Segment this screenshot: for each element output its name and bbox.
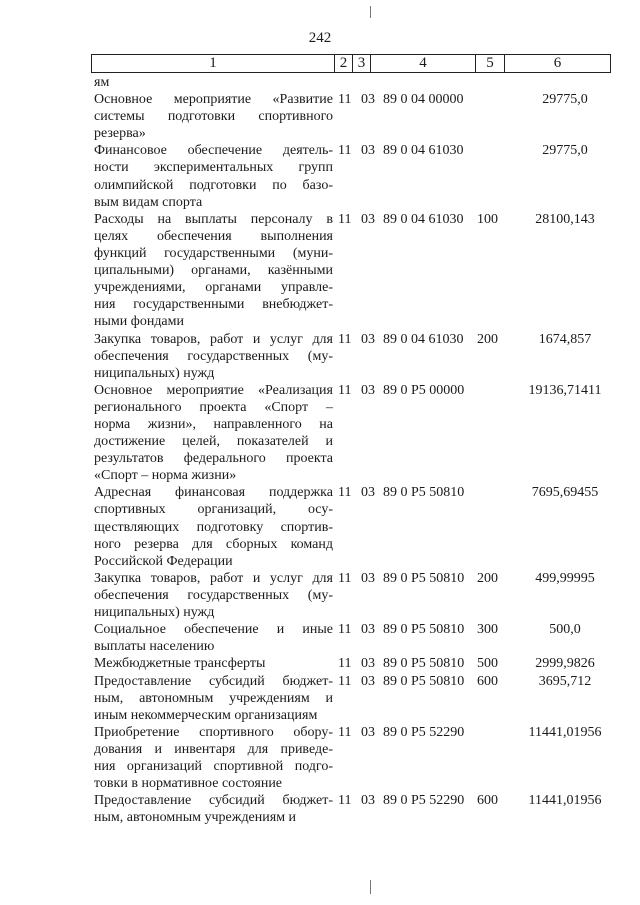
description-line: ниципальных) нужд (94, 365, 215, 381)
table-row (0, 142, 640, 210)
description-line: ям (94, 75, 110, 90)
table-row (0, 91, 640, 142)
table-row (0, 792, 640, 826)
row-description (94, 74, 333, 91)
scan-mark-top (370, 6, 371, 18)
target-article-code: 89 0 P5 50810 (383, 570, 465, 586)
description-line: Российской Федерации (94, 553, 233, 569)
amount: 7695,69455 (531, 485, 599, 501)
description-line: результатов федерального проекта (94, 451, 333, 467)
section-code: 11 (338, 673, 352, 689)
row-description (94, 484, 333, 569)
description-line: целях обеспечения выполнения (94, 228, 333, 244)
table-row (0, 211, 640, 331)
amount: 11441,01956 (528, 793, 602, 809)
table-row (0, 382, 640, 485)
description-line: ния организаций спортивной подго- (94, 758, 333, 774)
description-line: ным, автономным учреждениям и (94, 810, 297, 826)
expense-type-code: 500 (477, 656, 498, 672)
table-row (0, 673, 640, 724)
description-line: дования и инвентаря для приведе- (94, 741, 333, 757)
table-row (0, 724, 640, 792)
section-code: 11 (338, 143, 352, 159)
amount: 3695,712 (538, 673, 592, 689)
page-number: 242 (308, 30, 332, 46)
table-row (0, 621, 640, 655)
target-article-code: 89 0 04 00000 (383, 92, 464, 108)
description-line: спортивных организаций, осу- (94, 502, 333, 518)
target-article-code: 89 0 P5 52290 (383, 793, 465, 809)
subsection-code: 03 (361, 793, 375, 809)
description-line: регионального проекта «Спорт – (94, 399, 333, 415)
subsection-code: 03 (361, 724, 375, 740)
expense-type-code: 100 (477, 211, 498, 227)
description-line: товки в нормативное состояние (94, 776, 283, 792)
row-description (94, 570, 333, 621)
description-line: достижение целей, показателей и (94, 434, 333, 450)
target-article-code: 89 0 04 61030 (383, 211, 464, 227)
row-description (94, 792, 333, 826)
expense-type-code: 600 (477, 793, 498, 809)
description-line: системы подготовки спортивного (94, 109, 333, 125)
row-description (94, 382, 333, 485)
description-line: Адресная финансовая поддержка (94, 485, 333, 501)
column-header-1: 1 (92, 55, 335, 73)
description-line: «Спорт – норма жизни» (94, 468, 237, 484)
expense-type-code: 300 (477, 622, 498, 638)
row-description (94, 331, 333, 382)
subsection-code: 03 (361, 331, 375, 347)
section-code: 11 (338, 656, 352, 672)
description-line: Межбюджетные трансферты (94, 656, 266, 672)
amount: 11441,01956 (528, 724, 602, 740)
subsection-code: 03 (361, 673, 375, 689)
section-code: 11 (338, 382, 352, 398)
subsection-code: 03 (361, 622, 375, 638)
row-description (94, 621, 333, 655)
description-line: Предоставление субсидий бюджет- (94, 673, 333, 689)
amount: 28100,143 (535, 211, 595, 227)
section-code: 11 (338, 331, 352, 347)
row-description (94, 655, 333, 672)
description-line: резерва» (94, 126, 146, 142)
expense-type-code: 200 (477, 570, 498, 586)
subsection-code: 03 (361, 485, 375, 501)
description-line: вым видам спорта (94, 194, 203, 210)
subsection-code: 03 (361, 570, 375, 586)
expense-type-code: 600 (477, 673, 498, 689)
column-header-4: 4 (371, 55, 476, 73)
table-row (0, 570, 640, 621)
target-article-code: 89 0 P5 50810 (383, 622, 465, 638)
subsection-code: 03 (361, 382, 375, 398)
column-header-5: 5 (476, 55, 505, 73)
section-code: 11 (338, 485, 352, 501)
table-row (0, 74, 640, 91)
description-line: Расходы на выплаты персоналу в (94, 211, 333, 227)
table-row (0, 331, 640, 382)
subsection-code: 03 (361, 211, 375, 227)
description-line: обеспечения государственных (му- (94, 348, 333, 364)
target-article-code: 89 0 P5 00000 (383, 382, 465, 398)
description-line: ного резерва для сборных команд (94, 536, 333, 552)
description-line: ным, автономным учреждениям и (94, 690, 333, 706)
description-line: олимпийской подготовки по базо- (94, 177, 333, 193)
description-line: Основное мероприятие «Реализация (94, 382, 333, 398)
target-article-code: 89 0 P5 50810 (383, 673, 465, 689)
description-line: Приобретение спортивного обору- (94, 724, 333, 740)
subsection-code: 03 (361, 143, 375, 159)
description-line: Финансовое обеспечение деятель- (94, 143, 333, 159)
amount: 29775,0 (542, 143, 588, 159)
description-line: иным некоммерческим организациям (94, 707, 318, 723)
description-line: ниципальных) нужд (94, 605, 215, 621)
table-row (0, 655, 640, 672)
row-description (94, 211, 333, 331)
column-header-3: 3 (353, 55, 371, 73)
description-line: Закупка товаров, работ и услуг для (94, 570, 333, 586)
description-line: Социальное обеспечение и иные (94, 622, 333, 638)
section-code: 11 (338, 724, 352, 740)
section-code: 11 (338, 570, 352, 586)
description-line: ния государственными внебюджет- (94, 297, 333, 313)
section-code: 11 (338, 211, 352, 227)
amount: 2999,9826 (535, 656, 595, 672)
target-article-code: 89 0 P5 50810 (383, 656, 465, 672)
target-article-code: 89 0 P5 52290 (383, 724, 465, 740)
description-line: ципальными) органами, казёнными (94, 263, 333, 279)
description-line: Закупка товаров, работ и услуг для (94, 331, 333, 347)
description-line: ности экспериментальных групп (94, 160, 333, 176)
description-line: обеспечения государственных (му- (94, 587, 333, 603)
subsection-code: 03 (361, 656, 375, 672)
row-description (94, 91, 333, 142)
section-code: 11 (338, 92, 352, 108)
target-article-code: 89 0 04 61030 (383, 143, 464, 159)
description-line: Предоставление субсидий бюджет- (94, 793, 333, 809)
section-code: 11 (338, 622, 352, 638)
amount: 29775,0 (542, 92, 588, 108)
row-description (94, 724, 333, 792)
row-description (94, 142, 333, 210)
amount: 19136,71411 (528, 382, 602, 398)
section-code: 11 (338, 793, 352, 809)
column-header-row (91, 54, 611, 73)
amount: 1674,857 (538, 331, 592, 347)
description-line: норма жизни», направленного на (94, 416, 333, 432)
description-line: учреждениями, органами управле- (94, 280, 333, 296)
table-row (0, 484, 640, 570)
target-article-code: 89 0 04 61030 (383, 331, 464, 347)
description-line: ными фондами (94, 314, 185, 330)
target-article-code: 89 0 P5 50810 (383, 485, 465, 501)
amount: 499,99995 (535, 570, 595, 586)
scan-mark-bottom (370, 880, 371, 894)
description-line: выплаты населению (94, 639, 215, 655)
column-header-6: 6 (505, 55, 611, 73)
row-description (94, 673, 333, 724)
amount: 500,0 (549, 622, 581, 638)
column-header-2: 2 (335, 55, 353, 73)
expense-type-code: 200 (477, 331, 498, 347)
description-line: ществляющих подготовку спортив- (94, 519, 333, 535)
description-line: Основное мероприятие «Развитие (94, 92, 333, 108)
description-line: функций государственными (муни- (94, 245, 333, 261)
subsection-code: 03 (361, 92, 375, 108)
